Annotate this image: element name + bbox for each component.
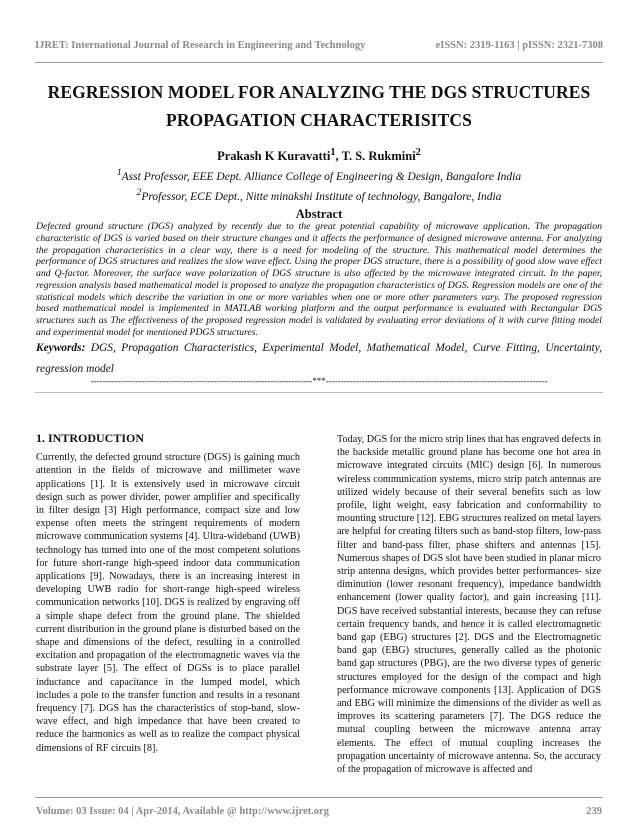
abstract-heading: Abstract xyxy=(295,207,343,221)
author-2-sup: 2 xyxy=(415,147,421,158)
intro-paragraph-right: Today, DGS for the micro strip lines that has engraved defects in the backside metallic ground plane has become one hot area in microwave integrated circuits (MIC) design [6]. In numerous wireless communication systems, micro strip patch antennas are utilized widely because of their several benefits such as low profile, light weight, easy fabrication and conformability to mounting structure [12]. EBG structures realized on metal layers are helpful for creating filters such as band-stop filters, low-pass filter and band-pass filter, phase shifters and antennas [15]. Numerous shapes of DGS slot have been studied in planar micro strip antenna designs, which provides better performances- size diminution (lower resonant frequency), impedance bandwidth enhancement (lower quality factor), and gain increasing [11]. DGS have received substantial interests, because they can refuse certain frequency bands, and hence it is called electromagnetic band gap (EBG) structures [2]. DGS and the Electromagnetic band gap (EBG) structures, generally called as the photonic band gap structures (PBG), are the two diverse types of generic structures employed for the design of the compact and high performance microwave components [13]. Application of DGS and EBG will minimize the dimensions of the divider as well as improves its scattering parameters [7]. The DGS reduce the mutual coupling between the microwave antenna array elements. The effect of mutual coupling increases the propagation uncertainty of microwave antenna. So, the accuracy of the propagation of microwave is affected and xyxy=(337,434,601,776)
running-header xyxy=(35,40,603,51)
author-1: Prakash K Kuravatti xyxy=(217,149,331,164)
keywords-label: Keywords: xyxy=(36,342,86,354)
affiliation-1-sup: 1 xyxy=(116,167,122,178)
section-separator: --------------------------------------------------------------------------***-------------------------------------------------------------------------- xyxy=(90,376,548,386)
affiliation-1-text: Asst Professor, EEE Dept. Alliance College of Engineering & Design, Bangalore India xyxy=(121,170,522,183)
abstract-text: Defected ground structure (DGS) analyzed by recently due to the great potential capability of microwave application. The propagation characteristic of DGS is varied based on their structure changes and it affects the performance of designed microwave antenna. For analyzing the propagation characteristics in a clear way, there is a need for modeling of the structure. This mathematical model determines the performance of DGS structures and realizes the slow wave effect. Using the proper DGS structure, there is a possibility of good slow wave effect and Q-factor. Moreover, the surface wave polarization of DGS structure is also affected by the microwave integrated circuit. In the paper, regression analysis based mathematical model is proposed to analyze the propagation characteristics of DGS. Regression models are one of the statistical models which describe the variation in one or more variables when one or more other parameters vary. The proposed regression based mathematical model is implemented in MATLAB working platform and the output performance is evaluated with Rectangular DGS structures such as The effectiveness of the proposed regression model is validated by evaluating error deviations of it with curve fitting model and experimental model for mentioned PDGS structures. xyxy=(36,221,602,338)
keywords-text: DGS, Propagation Characteristics, Experimental Model, Mathematical Model, Curve Fitting, Uncertainty, regression model xyxy=(36,342,602,375)
footer-rule xyxy=(35,797,603,798)
issn: eISSN: 2319-1163 | pISSN: 2321-7308 xyxy=(435,40,603,51)
header-rule xyxy=(35,62,603,63)
affiliation-2-text: Professor, ECE Dept., Nitte minakshi Institute of technology, Bangalore, India xyxy=(141,190,502,203)
authors xyxy=(30,147,608,164)
keywords xyxy=(36,338,602,380)
left-column xyxy=(36,432,300,755)
intro-paragraph-left: Currently, the defected ground structure (DGS) is gaining much attention in the fields of microwave and millimeter wave applications [1]. It is extensively used in microwave circuit design such as power divider, power amplifier and specifically in filter design [3] High performance, compact size and low expense often meets the stringent requirements of modern microwave communication systems [4]. Ultra-wideband (UWB) technology has turned into one of the most competent solutions for future short-range high-speed indoor data communication applications [9]. Nowadays, there is an increasing interest in developing UWB radio for short-range high-speed wireless communication networks [10]. DGS is realized by engraving off a simple shape defect from the ground plane. The shielded current distribution in the ground plane is disturbed based on the shape and dimensions of the defect, resulting in a controlled excitation and propagation of the electromagnetic waves via the substrate layer [5]. The effect of DGSs is to place parallel inductance and capacitance in the lumped model, which includes a pole to the transfer function and results in a resonant frequency [7]. DGS has the characteristics of stop-band, slow-wave effect, and high impedance that have been created to reduce the harmonics as well as to realize the compact physical dimensions of RF circuits [8]. xyxy=(36,452,300,754)
volume-info: Volume: 03 Issue: 04 | Apr-2014, Available @ http://www.ijret.org xyxy=(36,806,329,817)
affiliation-2-sup: 2 xyxy=(136,186,142,198)
intro-heading: 1. INTRODUCTION xyxy=(36,431,145,445)
affiliation-1 xyxy=(30,165,608,185)
title-line-2: PROPAGATION CHARACTERISITCS xyxy=(166,110,472,130)
affiliation-2 xyxy=(30,185,608,205)
page-number: 239 xyxy=(586,806,602,817)
title-line-1: REGRESSION MODEL FOR ANALYZING THE DGS STRUCTURES xyxy=(47,82,591,102)
paper-title xyxy=(30,78,608,134)
journal-name: IJRET: International Journal of Research in Engineering and Technology xyxy=(35,40,366,51)
author-2: T. S. Rukmini xyxy=(341,149,416,164)
right-column xyxy=(337,433,601,776)
separator-rule xyxy=(35,392,603,393)
running-footer xyxy=(36,806,602,817)
affiliations xyxy=(30,165,608,205)
author-1-sup: 1 xyxy=(330,147,336,158)
author-sep: , xyxy=(335,149,342,164)
